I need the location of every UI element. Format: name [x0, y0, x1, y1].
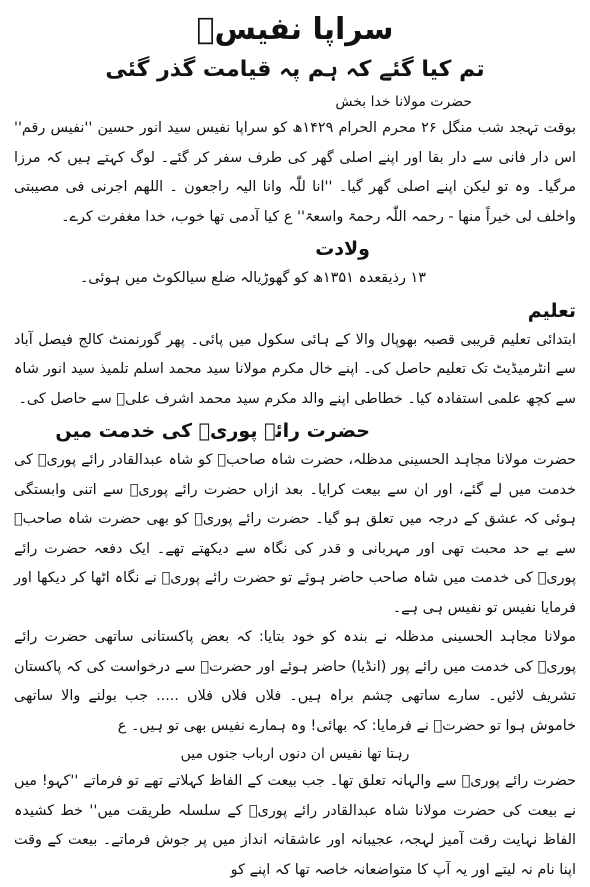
education-paragraph: ابتدائی تعلیم قریبی قصبہ بھوپال والا کے ہائی سکول میں پائی۔ پھر گورنمنٹ کالج فیصل آباد سے انٹرمیڈیٹ تک تعلیم حاصل کی۔ اپنے خال مکرم مولانا سید محمد اسلم تلمیذ سید انور شاہ سے کچھ علمی استفادہ کیا۔ خطاطی اپنے والد مکرم سید محمد اشرف علیؒ سے حاصل کی۔: [14, 331, 576, 407]
birth-paragraph: ۱۳ رذیقعدہ ۱۳۵۱ھ کو گھوڑیالہ ضلع سیالکوٹ میں ہوئی۔: [79, 270, 426, 286]
raipuri-paragraph-1: حضرت مولانا مجاہد الحسینی مدظلہ، حضرت شاہ صاحبؒ کو شاہ عبدالقادر رائے پوریؒ کی خدمت میں لے گئے، اور ان سے بیعت کرایا۔ بعد ازاں حضرت رائے پوریؒ سے اتنی وابستگی ہوئی کہ عشق کے درجہ میں تعلق ہو گیا۔ حضرت رائے پوریؒ کو بھی حضرت شاہ صاحبؒ سے بے حد محبت تھی اور مہربانی و قدر کی نگاہ سے دیکھتے تھے۔ ایک دفعہ حضرت رائے پوریؒ کی خدمت میں شاہ صاحب حاضر ہوئے تو حضرت رائے پوریؒ نے نگاہ اٹھا کر دیکھا اور فرمایا نفیس تو نفیس ہی ہے۔: [14, 452, 576, 616]
author-name: حضرت مولانا خدا بخش: [335, 94, 472, 110]
raipuri-paragraph-3: حضرت رائے پوریؒ سے والہانہ تعلق تھا۔ جب بیعت کے الفاظ کہلاتے تھے تو فرماتے ''کہو! میں نے بیعت کی حضرت مولانا شاہ عبدالقادر رائے پوریؒ کے سلسلہ طریقت میں'' خط کشیدہ الفاظ نہایت رقت آمیز لہجہ، عجیبانہ اور عاشقانہ انداز میں پر جوش فرماتے۔ بیعت کے وقت اپنا نام نہ لیتے اور یہ آپ کا متواضعانہ خاصہ تھا کہ اپنے کو: [14, 773, 576, 878]
intro-paragraph: بوقت تہجد شب منگل ۲۶ محرم الحرام ۱۴۲۹ھ کو سراپا نفیس سید انور حسین ''نفیس رقم'' اس دار فانی سے دار بقا اور اپنے اصلی گھر کی طرف سفر کر گئے۔ لوگ کہتے ہیں کہ مرزا مرگیا۔ وہ تو لیکن اپنے اصلی گھر گیا۔ ''انا للّٰہ وانا الیہ راجعون ۔ اللھم اجرنی فی مصیبتی واخلف لی خیراً منھا - رحمہ اللّٰہ رحمۃ واسعۃ'' ع کیا آدمی تھا خوب، خدا مغفرت کرے۔: [14, 120, 576, 225]
raipuri-paragraph-2: مولانا مجاہد الحسینی مدظلہ نے بندہ کو خود بتایا: کہ بعض پاکستانی ساتھی حضرت رائے پوریؒ کی خدمت میں رائے پور (انڈیا) حاضر ہوئے اور حضرتؒ سے درخواست کی کہ پاکستان تشریف لائیں۔ سارے ساتھی چشم براہ ہیں۔ فلاں فلاں فلاں ..... جب بولنے والا ساتھی خاموش ہوا تو حضرتؒ نے فرمایا: کہ بھائی! وہ ہمارے نفیس بھی تو ہیں۔ ع: [14, 629, 576, 734]
document-title: سراپا نفیسؒ: [196, 12, 394, 47]
section-heading-education: تعلیم: [527, 299, 576, 322]
document-subtitle: تم کیا گئے کہ ہم پہ قیامت گذر گئی: [105, 57, 485, 82]
verse-line: رہتا تھا نفیس ان دنوں ارباب جنوں میں: [180, 746, 410, 762]
section-heading-raipuri: حضرت رائے پوریؒ کی خدمت میں: [55, 420, 370, 442]
section-heading-birth: ولادت: [315, 238, 370, 260]
